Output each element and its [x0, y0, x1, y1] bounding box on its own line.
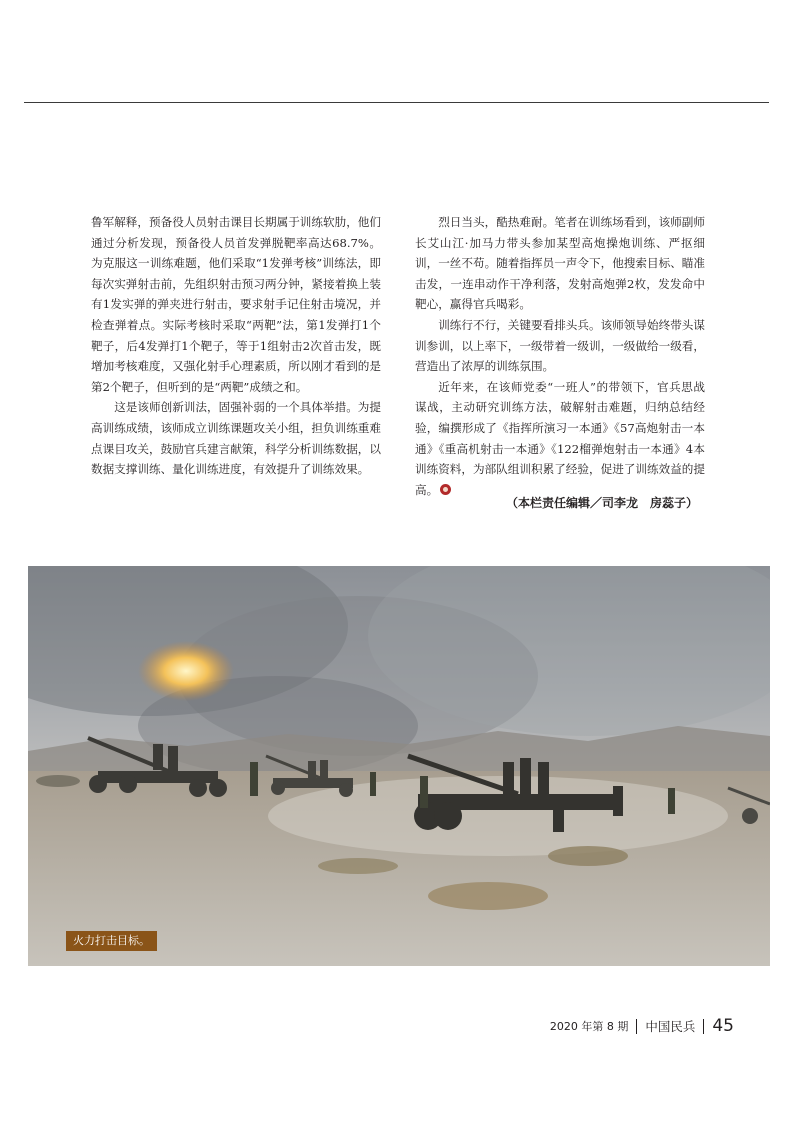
article-column-left	[91, 212, 381, 480]
page-number: 45	[712, 1016, 734, 1036]
footer-divider	[636, 1019, 637, 1034]
paragraph: 这是该师创新训法，固强补弱的一个具体举措。为提高训练成绩，该师成立训练课题攻关小组，担负训练重难点课目攻关，鼓励官兵建言献策，科学分析训练数据，以数据支撑训练、量化训练进度，有效提升了训练效果。	[91, 400, 381, 477]
paragraph-text: 近年来，在该师党委“一班人”的带领下，官兵思战谋战，主动研究训练方法，破解射击难题，归纳总结经验，编撰形成了《指挥所演习一本通》《57高炮射击一本通》《重高机射击一本通》《122榴弹炮射击一本通》4本训练资料，为部队组训积累了经验，促进了训练效益的提高。	[415, 379, 705, 497]
page-footer	[550, 1016, 734, 1036]
paragraph-last	[415, 377, 705, 501]
article-column-right	[415, 212, 705, 500]
paragraph: 烈日当头，酷热难耐。笔者在训练场看到，该师副师长艾山江·加马力带头参加某型高炮操炮训练、严抠细训，一丝不苟。随着指挥员一声令下，他搜索目标、瞄准击发，一连串动作干净利落，发射高炮弹2枚，发发命中靶心，赢得官兵喝彩。	[415, 215, 705, 312]
artillery-photo	[28, 566, 770, 966]
paragraph: 鲁军解释，预备役人员射击课目长期属于训练软肋，他们通过分析发现，预备役人员首发弹脱靶率高达68.7%。为克服这一训练难题，他们采取“1发弹考核”训练法，即每次实弹射击前，先组织射击预习两分钟，紧接着换上装有1发实弹的弹夹进行射击，要求射手记住射击境况，并检查弹着点。实际考核时采取“两靶”法，第1发弹打1个靶子，后4发弹打1个靶子，等于1组射击2次首击发，既增加考核难度，又强化射手心理素质，所以刚才看到的是第2个靶子，但听到的是“两靶”成绩之和。	[91, 215, 381, 394]
issue-label: 2020 年第 8 期	[549, 1020, 629, 1033]
header-rule	[24, 102, 769, 103]
editor-credit: （本栏责任编辑／司李龙 房蕊子）	[506, 496, 699, 510]
photo-caption: 火力打击目标。	[66, 931, 157, 951]
magazine-name: 中国民兵	[645, 1019, 696, 1034]
footer-divider	[703, 1019, 704, 1034]
artillery-scene-image	[28, 566, 770, 966]
paragraph: 训练行不行，关键要看排头兵。该师领导始终带头谋训参训，以上率下，一级带着一级训，一级做给一级看，营造出了浓厚的训练氛围。	[415, 317, 705, 374]
article-end-icon	[440, 484, 451, 495]
